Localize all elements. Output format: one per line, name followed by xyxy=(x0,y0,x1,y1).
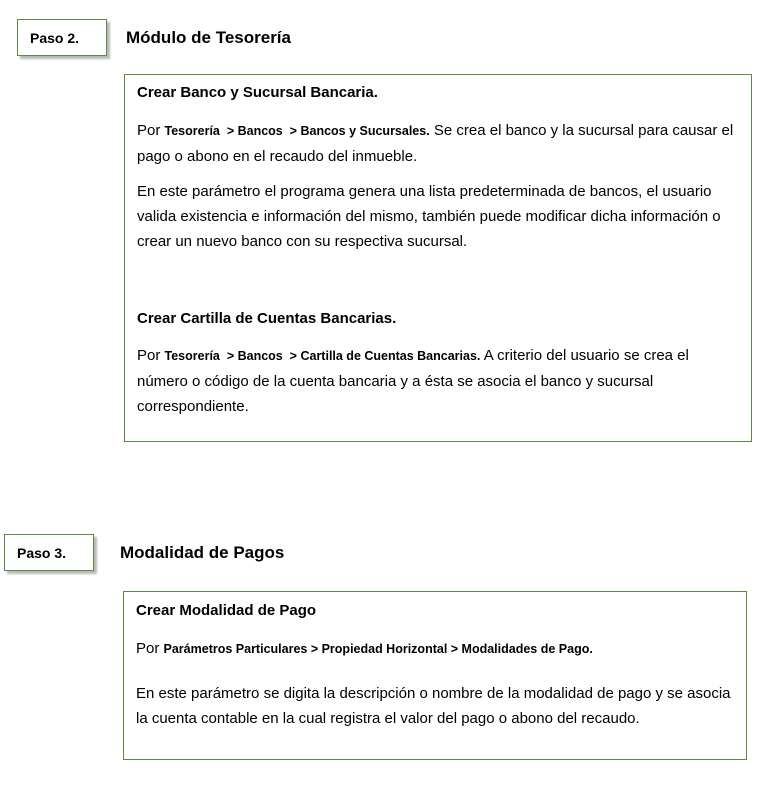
step-3-badge xyxy=(4,534,94,571)
crear-banco-description: En este parámetro el programa genera una lista predeterminada de bancos, el usuario valida existencia e información del mismo, también puede modificar dicha información o crear un nuevo banco con su respectiva sucursal. xyxy=(137,183,721,250)
crear-modalidad-paragraph xyxy=(136,636,734,662)
step-2-badge xyxy=(17,19,107,56)
step-3-badge-label: Paso 3. xyxy=(17,544,67,561)
crear-modalidad-title: Crear Modalidad de Pago xyxy=(136,602,317,619)
crear-cartilla-text: A criterio del usuario se crea el número o código de la cuenta bancaria y a ésta se asocia el banco y sucursal correspondiente. xyxy=(137,347,689,415)
crear-modalidad-description: En este parámetro se digita la descripción o nombre de la modalidad de pago y se asocia la cuenta contable en la cual registra el valor del pago o abono del recaudo. xyxy=(136,685,731,727)
step-3-title: Modalidad de Pagos xyxy=(120,543,285,562)
modalidad-box xyxy=(123,591,747,760)
crear-banco-title: Crear Banco y Sucursal Bancaria. xyxy=(137,84,378,101)
crear-modalidad-menu-path: Parámetros Particulares > Propiedad Horizontal > Modalidades de Pago. xyxy=(163,642,593,656)
crear-cartilla-title: Crear Cartilla de Cuentas Bancarias. xyxy=(137,310,397,327)
crear-banco-menu-path: Tesorería > Bancos > Bancos y Sucursales. xyxy=(164,124,430,138)
crear-modalidad-prefix: Por xyxy=(136,640,160,657)
crear-banco-prefix: Por xyxy=(137,122,161,139)
crear-banco-paragraph xyxy=(137,118,739,169)
crear-cartilla-paragraph xyxy=(137,343,739,419)
crear-cartilla-menu-path: Tesorería > Bancos > Cartilla de Cuentas Bancarias. xyxy=(164,349,481,363)
step-2-badge-label: Paso 2. xyxy=(30,29,80,46)
crear-banco-text: Se crea el banco y la sucursal para causar el pago o abono en el recaudo del inmueble. xyxy=(137,122,734,165)
step-2-title: Módulo de Tesorería xyxy=(126,28,291,47)
crear-cartilla-prefix: Por xyxy=(137,347,161,364)
tesoreria-box xyxy=(124,74,752,442)
